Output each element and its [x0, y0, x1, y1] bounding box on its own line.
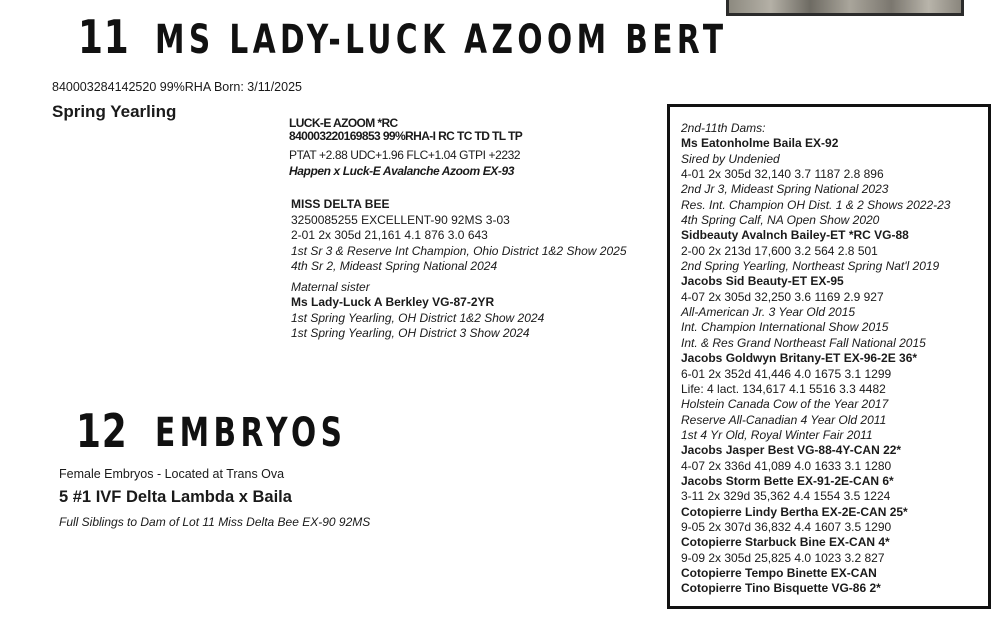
dam-award: 1st Sr 3 & Reserve Int Champion, Ohio District 1&2 Show 2025	[291, 243, 627, 258]
lot-12-offer: 5 #1 IVF Delta Lambda x Baila	[59, 488, 292, 506]
sire-genomics: PTAT +2.88 UDC+1.96 FLC+1.04 GTPI +2232	[289, 148, 521, 162]
dam-entry: Jacobs Storm Bette EX-91-2E-CAN 6*	[681, 473, 894, 488]
pedigree-line: Int. Champion International Show 2015	[681, 320, 889, 335]
sire-pedigree: Happen x Luck-E Avalanche Azoom EX-93	[289, 163, 515, 178]
dam-entry: Jacobs Jasper Best VG-88-4Y-CAN 22*	[681, 443, 902, 458]
sire-id-line: 840003220169853 99%RHA-I RC TC TD TL TP	[289, 128, 523, 143]
pedigree-line: Holstein Canada Cow of the Year 2017	[681, 397, 889, 412]
pedigree-line: 2nd Jr 3, Mideast Spring National 2023	[681, 182, 889, 197]
sire-block	[289, 116, 522, 179]
pedigree-line: 9-05 2x 307d 36,832 4.4 1607 3.5 1290	[681, 519, 892, 534]
pedigree-line: 9-09 2x 305d 25,825 4.0 1023 3.2 827	[681, 550, 885, 565]
pedigree-line: 2nd Spring Yearling, Northeast Spring Nat'l 2019	[681, 259, 940, 274]
pedigree-line: 3-11 2x 329d 35,362 4.4 1554 3.5 1224	[681, 489, 891, 504]
cow-photo-edge	[726, 0, 964, 16]
pedigree-line: Life: 4 lact. 134,617 4.1 5516 3.3 4482	[681, 381, 886, 396]
dam-entry: Cotopierre Starbuck Bine EX-CAN 4*	[681, 535, 890, 550]
lot-12-title: EMBRYOS	[155, 410, 347, 456]
dam-entry: Cotopierre Tino Bisquette VG-86 2*	[681, 581, 881, 596]
pedigree-line: Sired by Undenied	[681, 151, 780, 166]
sire-name: LUCK-E AZOOM *RC	[289, 116, 398, 130]
lot-12-note: Full Siblings to Dam of Lot 11 Miss Delta Bee EX-90 92MS	[59, 515, 371, 529]
pedigree-line: Res. Int. Champion OH Dist. 1 & 2 Shows 2022-23	[681, 197, 951, 212]
dam-entry: Jacobs Sid Beauty-ET EX-95	[681, 274, 844, 289]
pedigree-line: 4-07 2x 305d 32,250 3.6 1169 2.9 927	[681, 289, 884, 304]
dam-entry: Cotopierre Tempo Binette EX-CAN	[681, 565, 877, 580]
dam-id-line: 3250085255 EXCELLENT-90 92MS 3-03	[291, 212, 510, 227]
lot-12-number: 12	[76, 404, 128, 458]
pedigree-line: Reserve All-Canadian 4 Year Old 2011	[681, 412, 887, 427]
sister-award: 1st Spring Yearling, OH District 1&2 Show 2024	[291, 310, 545, 325]
pedigree-line: 4-01 2x 305d 32,140 3.7 1187 2.8 896	[681, 167, 884, 182]
sister-award: 1st Spring Yearling, OH District 3 Show 2024	[291, 326, 530, 340]
lot-11-number: 11	[78, 10, 130, 64]
dam-entry: Sidbeauty Avalnch Bailey-ET *RC VG-88	[681, 228, 909, 243]
pedigree-line: 4th Spring Calf, NA Open Show 2020	[681, 213, 880, 228]
dam-award: 4th Sr 2, Mideast Spring National 2024	[291, 259, 498, 273]
pedigree-heading: 2nd-11th Dams:	[681, 121, 766, 135]
lot-11-title: MS LADY-LUCK AZOOM BERT	[155, 17, 728, 63]
pedigree-line: All-American Jr. 3 Year Old 2015	[681, 305, 856, 320]
pedigree-line: 2-00 2x 213d 17,600 3.2 564 2.8 501	[681, 243, 878, 258]
pedigree-line: 4-07 2x 336d 41,089 4.0 1633 3.1 1280	[681, 458, 892, 473]
pedigree-line: Int. & Res Grand Northeast Fall National 2015	[681, 335, 926, 350]
dam-block	[291, 197, 627, 342]
maternal-label: Maternal sister	[291, 279, 370, 294]
dam-record: 2-01 2x 305d 21,161 4.1 876 3.0 643	[291, 228, 488, 242]
dam-name: MISS DELTA BEE	[291, 197, 390, 211]
maternal-sister-name: Ms Lady-Luck A Berkley VG-87-2YR	[291, 295, 495, 309]
pedigree-line: 1st 4 Yr Old, Royal Winter Fair 2011	[681, 427, 873, 442]
lot-12-location: Female Embryos - Located at Trans Ova	[59, 467, 285, 481]
lot-11-class: Spring Yearling	[52, 102, 177, 121]
dam-entry: Jacobs Goldwyn Britany-ET EX-96-2E 36*	[681, 351, 918, 366]
dam-entry: Cotopierre Lindy Bertha EX-2E-CAN 25*	[681, 504, 908, 519]
lot-11-id-line: 840003284142520 99%RHA Born: 3/11/2025	[52, 80, 302, 94]
pedigree-box	[667, 104, 991, 609]
dam-entry: Ms Eatonholme Baila EX-92	[681, 136, 839, 151]
pedigree-line: 6-01 2x 352d 41,446 4.0 1675 3.1 1299	[681, 366, 892, 381]
